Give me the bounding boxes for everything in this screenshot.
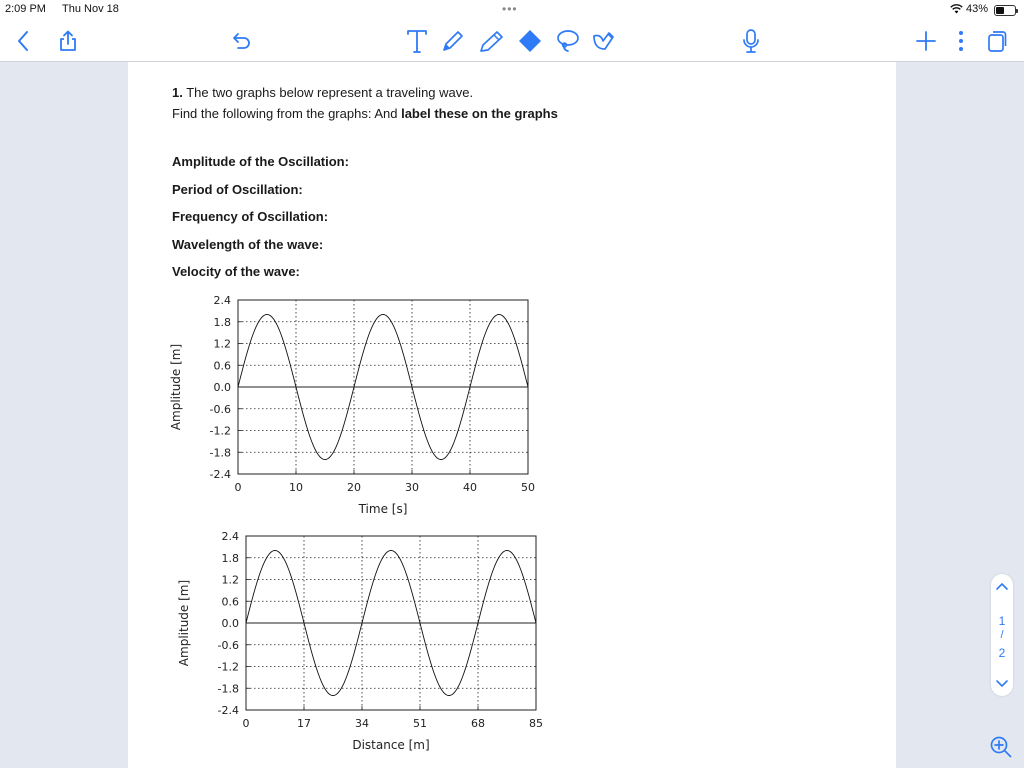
question-text: The two graphs below represent a traveling wave. <box>182 85 474 100</box>
pencil-tool-button[interactable] <box>477 26 507 56</box>
pen-tool-button[interactable] <box>438 26 468 56</box>
y-tick-label: 1.2 <box>213 337 231 351</box>
current-page: 1 <box>998 614 1006 628</box>
y-tick-label: -0.6 <box>209 402 231 416</box>
shape-icon <box>591 28 617 54</box>
total-pages: 2 <box>998 646 1006 660</box>
time-graph <box>168 288 548 524</box>
y-tick-label: 1.2 <box>221 573 239 587</box>
undo-icon <box>231 30 253 52</box>
x-tick-label: 68 <box>471 717 485 730</box>
chevron-down-icon <box>995 676 1009 690</box>
x-axis-label: Distance [m] <box>352 738 430 752</box>
question-number: 1. <box>172 85 183 100</box>
y-tick-label: -1.2 <box>209 424 231 438</box>
microphone-icon <box>741 28 761 54</box>
x-tick-label: 51 <box>413 717 427 730</box>
instruction-line <box>172 103 558 124</box>
y-axis-label: Amplitude [m] <box>177 579 191 667</box>
y-tick-label: -0.6 <box>217 638 239 652</box>
y-tick-label: -1.8 <box>217 682 239 696</box>
question-line <box>172 82 558 103</box>
microphone-button[interactable] <box>736 26 766 56</box>
toolbar <box>0 20 1024 62</box>
y-tick-label: 1.8 <box>221 551 239 565</box>
text-tool-icon <box>405 28 429 54</box>
x-axis-label: Time [s] <box>358 502 408 516</box>
eraser-icon <box>516 28 546 54</box>
undo-button[interactable] <box>227 26 257 56</box>
x-tick-label: 17 <box>297 717 311 730</box>
back-icon <box>16 30 30 52</box>
y-tick-label: 1.8 <box>213 315 231 329</box>
distance-graph <box>176 524 548 760</box>
wifi-icon <box>950 4 963 17</box>
x-tick-label: 40 <box>463 481 477 494</box>
y-tick-label: 0.0 <box>213 381 231 394</box>
field-amplitude: Amplitude of the Oscillation: <box>172 154 349 169</box>
shape-tool-button[interactable] <box>589 26 619 56</box>
text-tool-button[interactable] <box>402 26 432 56</box>
x-tick-label: 0 <box>234 481 242 494</box>
y-tick-label: 0.6 <box>221 595 239 609</box>
y-tick-label: -1.8 <box>209 446 231 460</box>
share-icon <box>58 30 78 52</box>
x-tick-label: 50 <box>521 481 535 494</box>
field-velocity: Velocity of the wave: <box>172 264 300 279</box>
instruction-bold: label these on the graphs <box>401 106 558 121</box>
pages-icon <box>986 29 1008 53</box>
y-tick-label: 2.4 <box>221 530 239 543</box>
plus-icon <box>915 30 937 52</box>
more-button[interactable] <box>946 26 976 56</box>
zoom-in-icon <box>989 735 1013 759</box>
y-tick-label: -1.2 <box>217 660 239 674</box>
y-tick-label: 0.6 <box>213 359 231 373</box>
x-tick-label: 34 <box>355 717 369 730</box>
eraser-tool-button[interactable] <box>516 26 546 56</box>
zoom-button[interactable] <box>989 735 1013 759</box>
next-page-button[interactable] <box>995 676 1009 690</box>
pencil-icon <box>478 28 506 54</box>
battery-percent: 43% <box>966 3 989 15</box>
y-tick-label: -2.4 <box>217 704 239 717</box>
more-icon <box>958 30 964 52</box>
x-tick-label: 0 <box>242 717 250 730</box>
previous-page-button[interactable] <box>995 580 1009 594</box>
field-period: Period of Oscillation: <box>172 181 303 197</box>
status-date: Thu Nov 18 <box>62 3 119 15</box>
pen-icon <box>440 28 466 54</box>
document-page[interactable] <box>128 62 896 768</box>
x-tick-label: 20 <box>347 481 361 494</box>
y-tick-label: -2.4 <box>209 468 231 481</box>
y-axis-label: Amplitude [m] <box>169 343 183 431</box>
battery-icon <box>994 5 1016 16</box>
add-button[interactable] <box>911 26 941 56</box>
page-navigator <box>991 574 1013 696</box>
y-tick-label: 2.4 <box>213 294 231 307</box>
multitasking-dots[interactable]: ••• <box>502 2 518 16</box>
chevron-up-icon <box>995 580 1009 594</box>
x-tick-label: 10 <box>289 481 303 494</box>
lasso-tool-button[interactable] <box>553 26 583 56</box>
y-tick-label: 0.0 <box>221 617 239 630</box>
field-wavelength: Wavelength of the wave: <box>172 236 324 252</box>
instruction-plain: Find the following from the graphs: And <box>172 106 402 121</box>
share-button[interactable] <box>53 26 83 56</box>
back-button[interactable] <box>8 26 38 56</box>
question-block <box>172 82 558 286</box>
status-time: 2:09 PM <box>5 3 46 15</box>
lasso-icon <box>554 28 582 54</box>
field-frequency: Frequency of Oscillation: <box>172 209 329 224</box>
x-tick-label: 30 <box>405 481 419 494</box>
status-bar <box>0 0 1024 20</box>
pages-button[interactable] <box>982 26 1012 56</box>
x-tick-label: 85 <box>529 717 543 730</box>
page-separator: / <box>1000 629 1004 641</box>
answer-fields <box>172 148 558 286</box>
